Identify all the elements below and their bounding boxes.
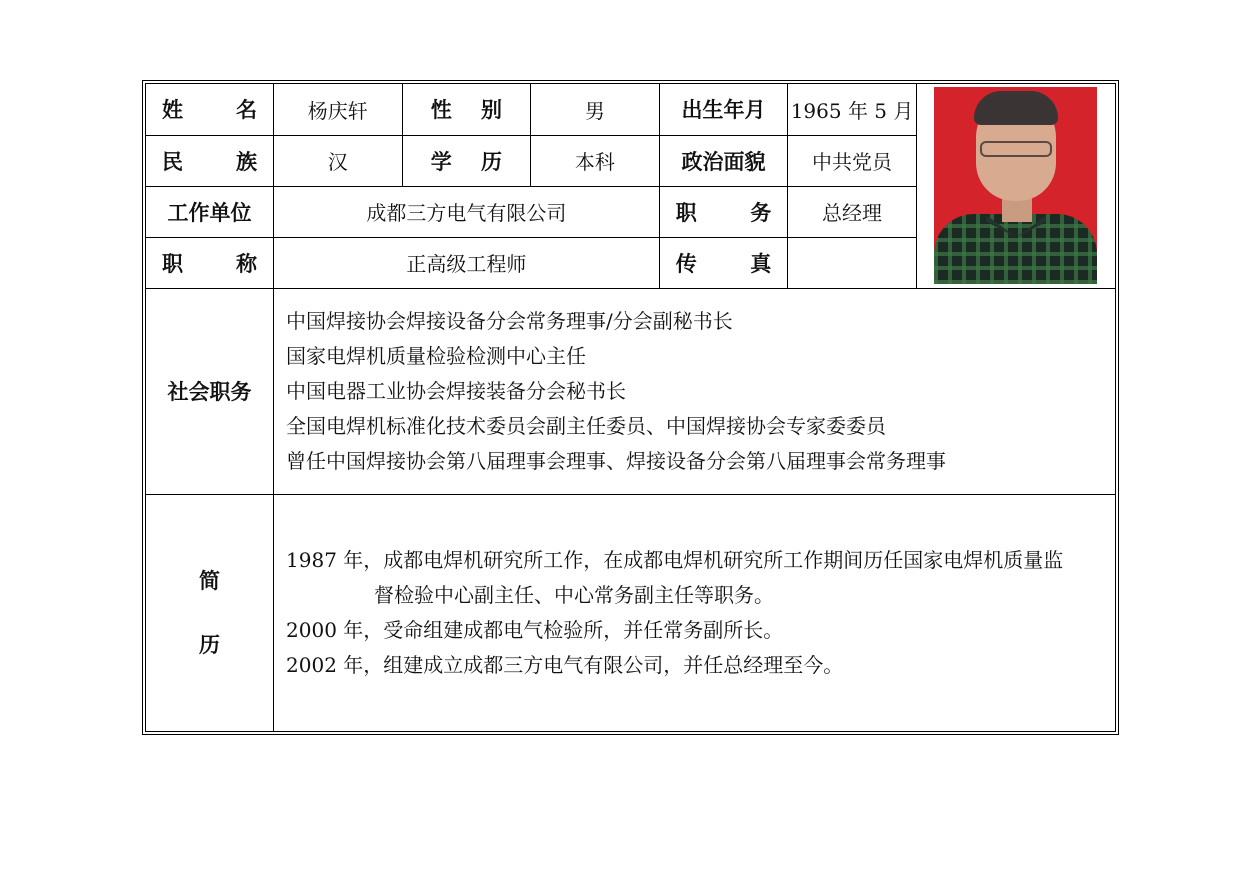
resume-item: 1987 年，成都电焊机研究所工作，在成都电焊机研究所工作期间历任国家电焊机质量监: [286, 547, 1064, 572]
portrait-photo: [934, 87, 1097, 284]
value-title: 正高级工程师: [274, 237, 660, 288]
resume-item: 2002 年，组建成立成都三方电气有限公司，并任总经理至今。: [286, 652, 844, 677]
photo-cell: [916, 84, 1115, 288]
social-role-item: 全国电焊机标准化技术委员会副主任委员、中国焊接协会专家委委员: [286, 413, 887, 438]
social-role-item: 中国焊接协会焊接设备分会常务理事/分会副秘书长: [286, 308, 733, 333]
social-role-item: 国家电焊机质量检验检测中心主任: [286, 343, 587, 368]
label-education: 学 历: [402, 135, 531, 186]
label-fax: 传 真: [659, 237, 788, 288]
label-gender: 性 别: [402, 84, 531, 135]
resume-item: 督检验中心副主任、中心常务副主任等职务。: [374, 582, 775, 607]
label-name: 姓 名: [146, 84, 274, 135]
profile-table: [146, 84, 1115, 731]
value-ethnicity: 汉: [274, 135, 403, 186]
value-fax: [788, 237, 917, 288]
resume-list: [274, 494, 1115, 731]
value-name: 杨庆轩: [274, 84, 403, 135]
social-roles-list: [274, 288, 1115, 494]
value-gender: 男: [531, 84, 660, 135]
label-social: 社会职务: [146, 288, 274, 494]
profile-sheet: [142, 80, 1119, 735]
value-education: 本科: [531, 135, 660, 186]
label-title: 职 称: [146, 237, 274, 288]
label-resume: 简 历: [146, 494, 274, 731]
label-employer: 工作单位: [146, 186, 274, 237]
label-political: 政治面貌: [659, 135, 788, 186]
profile-table-frame: [145, 83, 1116, 732]
social-role-item: 中国电器工业协会焊接装备分会秘书长: [286, 378, 627, 403]
value-political: 中共党员: [788, 135, 917, 186]
social-role-item: 曾任中国焊接协会第八届理事会理事、焊接设备分会第八届理事会常务理事: [286, 448, 947, 473]
label-birth: 出生年月: [659, 84, 788, 135]
resume-item: 2000 年，受命组建成都电气检验所，并任常务副所长。: [286, 617, 784, 642]
value-employer: 成都三方电气有限公司: [274, 186, 660, 237]
label-ethnicity: 民 族: [146, 135, 274, 186]
value-position: 总经理: [788, 186, 917, 237]
value-birth: 1965 年 5 月: [788, 84, 917, 135]
label-position: 职 务: [659, 186, 788, 237]
